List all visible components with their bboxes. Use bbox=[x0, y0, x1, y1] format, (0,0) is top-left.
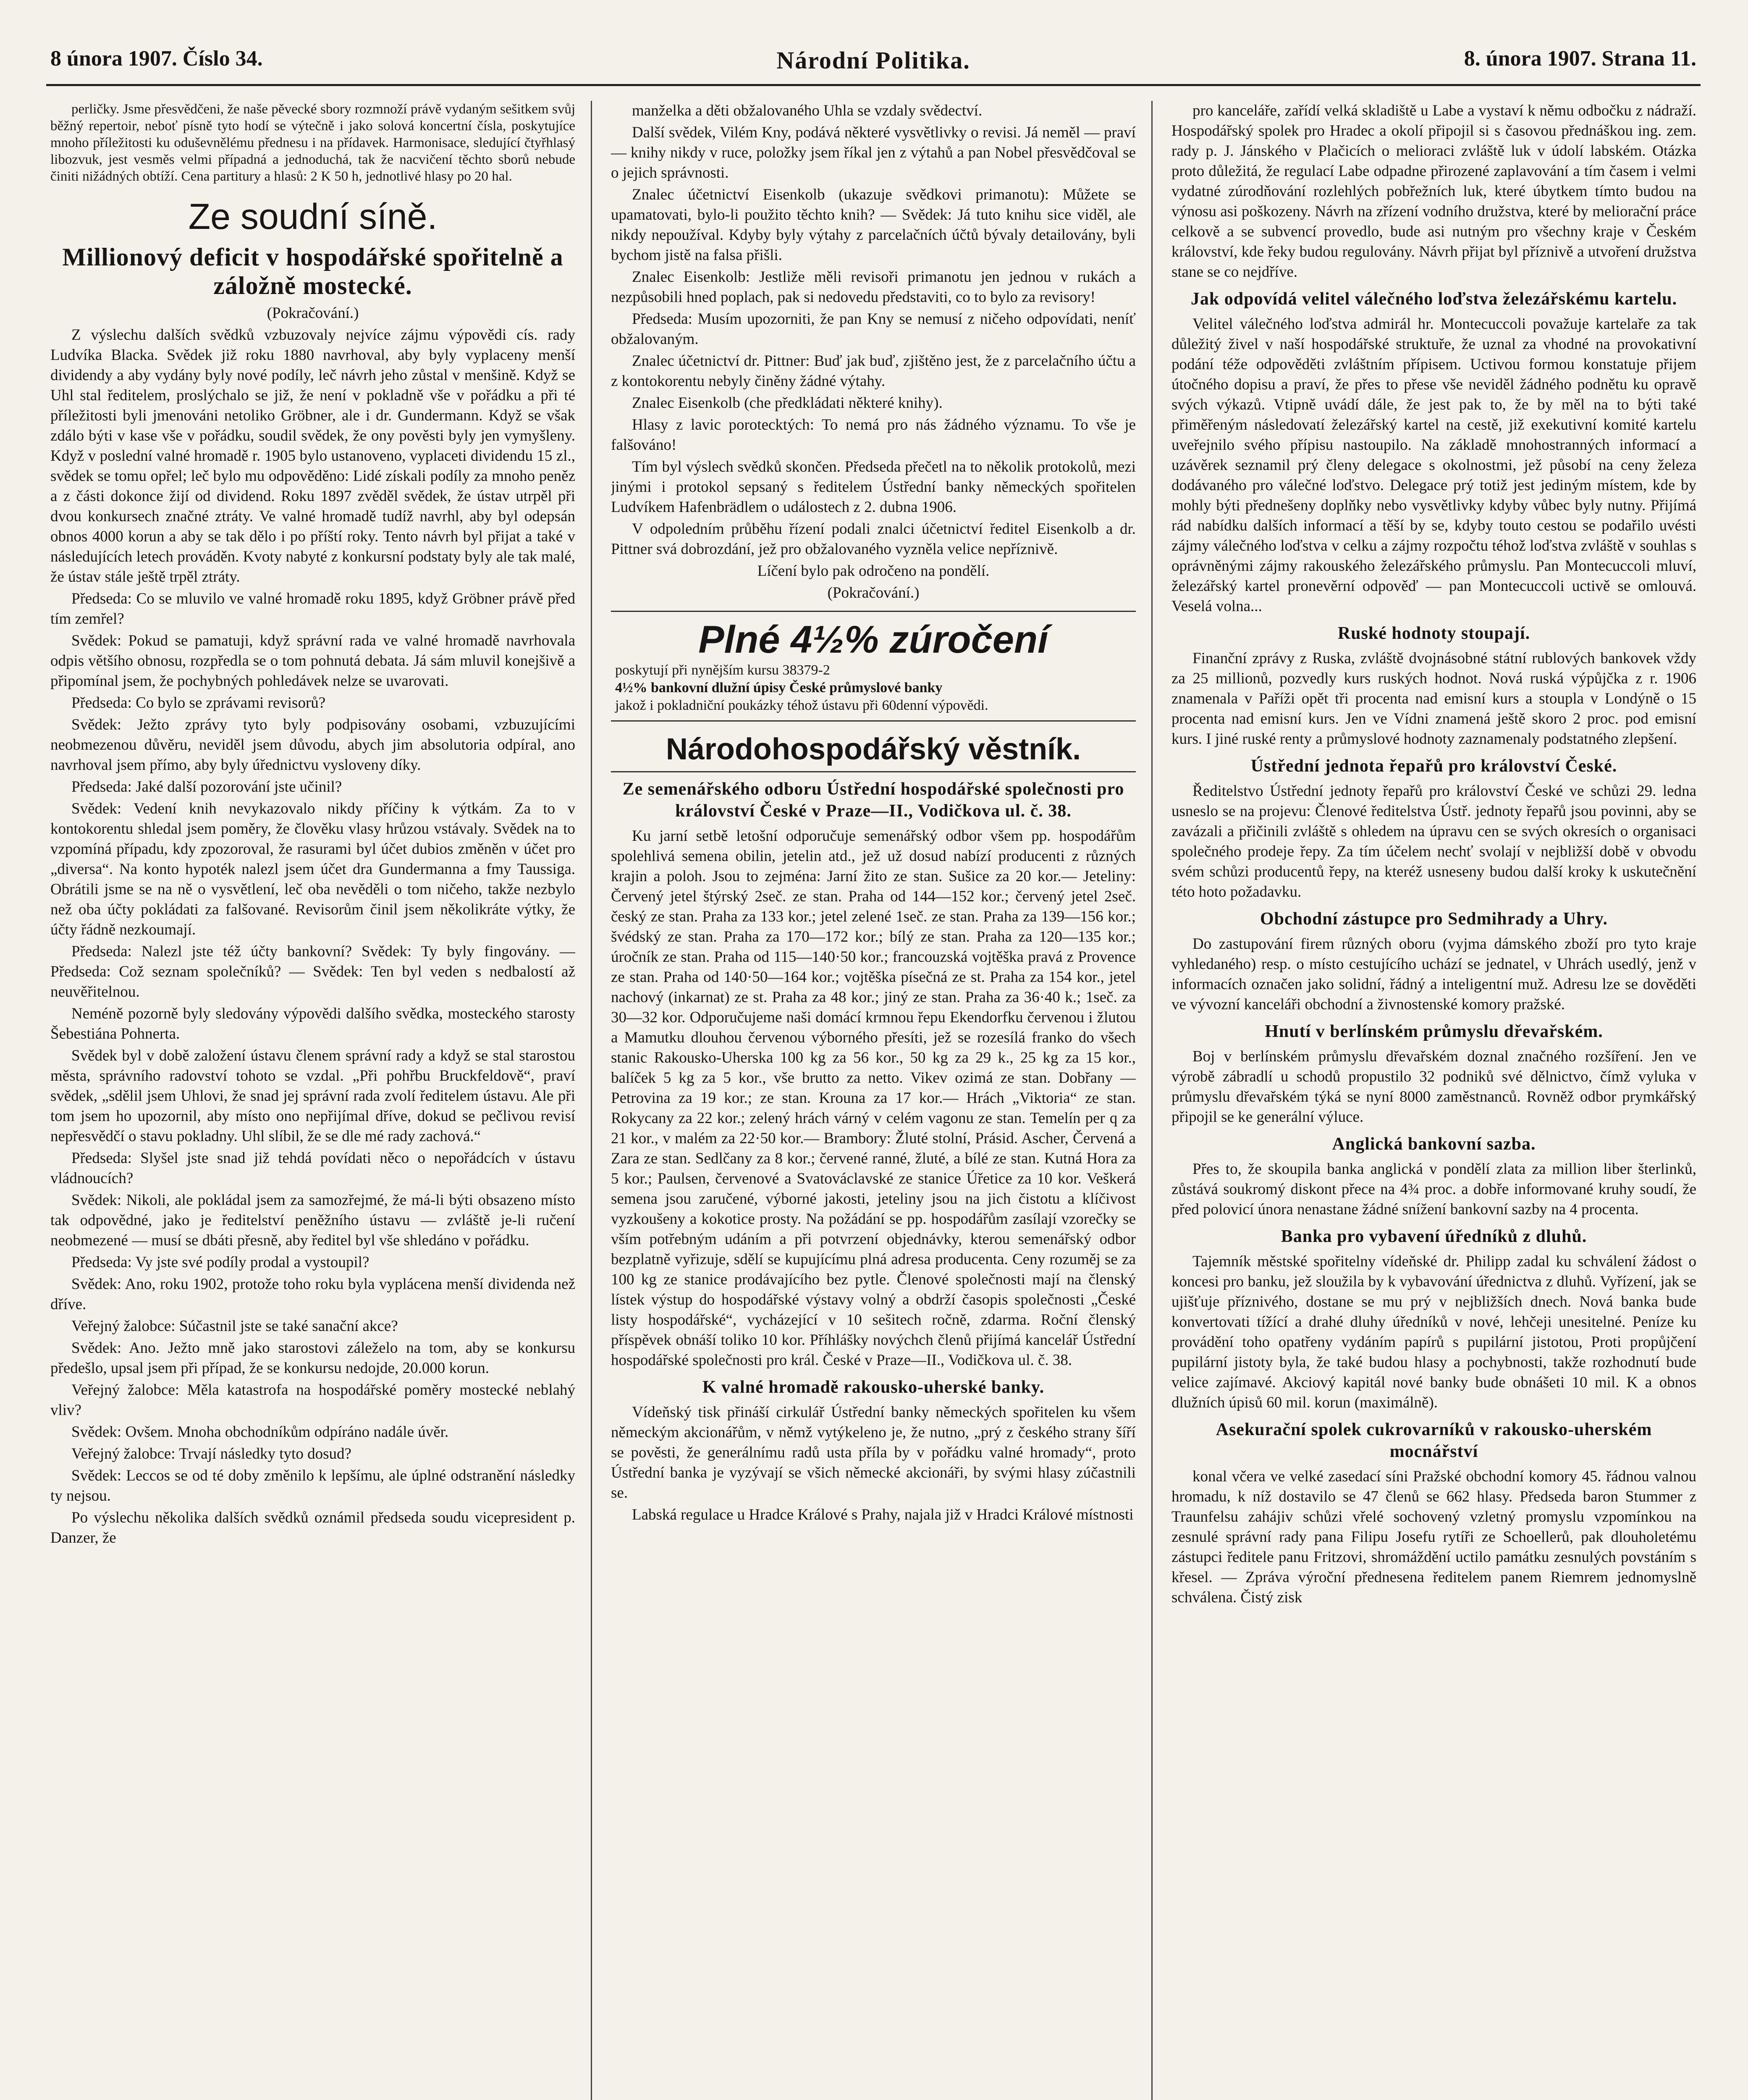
music-review-ending: perličky. Jsme přesvědčeni, že naše pěvecké sbory rozmnoží právě vydaným sešitkem svůj běžný repertoir, neboť písně tyto hodí se výtečně i jako solová koncertní čísla, poskytujíce mnoho příležitosti ku oduševnělému přednesu i na přídavek. Harmonisace, sledující čtyřhlasý libozvuk, jest vesměs velmi případná a jednoduchá, tak že nacvičení těchto sborů nebude činiti nižádných obtíží. Cena partitury a hlasů: 2 K 50 h, jednotlivé hlasy po 20 hal. bbox=[50, 102, 575, 184]
paragraph: konal včera ve velké zasedací síni Pražské obchodní komory 45. řádnou valnou hromadu, k níž dostavilo se 47 členů se 662 hlasy. Předseda baron Stummer z Traunfelsu zahájiv schůzi vřelé sochovený vzletný promyslu vzpomínkou na zesnulé správní rady pana Filipu Josefu rytíři ze Schoellerů, pak dlouholetému zástupci ředitele panu Fritzovi, shromáždění uctilo památku zesnulých povstáním s křesel. — Zpráva výroční přednesena ředitelem panem Riemrem jednomyslně schválena. Čistý zisk bbox=[1171, 1468, 1696, 1606]
article-headline-deficit: Millionový deficit v hospodářské spořitelně a záložně mostecké. bbox=[62, 243, 563, 299]
column-2 bbox=[611, 101, 1136, 2100]
article-headline: Obchodní zástupce pro Sedmihrady a Uhry. bbox=[1260, 909, 1608, 929]
paragraph: manželka a děti obžalovaného Uhla se vzdaly svědectví. bbox=[632, 102, 983, 119]
article-headline: Hnutí v berlínském průmyslu dřevařském. bbox=[1265, 1022, 1603, 1041]
paragraph: Tím byl výslech svědků skončen. Předseda přečetl na to několik protokolů, mezi jinými i protokol sepsaný s ředitelem Ústřední banky německých spořitelen Ludvíkem Hafenbrädlem o událostech z 2. dubna 1906. bbox=[611, 458, 1136, 516]
bank-advertisement bbox=[611, 611, 1136, 722]
header-rule bbox=[46, 84, 1701, 86]
paragraph: Finanční zprávy z Ruska, zvláště dvojnásobné státní rublových bankovek vždy za 25 millionů, pozvedly kurs ruských hodnot. Nová ruská výpůjčka z r. 1906 znamenala v Paříži opět tři procenta nad emisní kurs a stoupla v Londýně o 15 procenta nad emisní kurs. Jen ve Vídni znamená ještě skoro 2 proc. pod emisní kurs. I jiné ruské renty a průmyslové hodnoty zaznamenaly podstatného zlepšení. bbox=[1171, 650, 1696, 748]
newspaper-page bbox=[46, 38, 1701, 2100]
section-heading-court: Ze soudní síně. bbox=[188, 197, 438, 237]
paragraph: Veřejný žalobce: Trvají následky tyto dosud? bbox=[71, 1445, 351, 1462]
paragraph: Svědek: Vedení knih nevykazovalo nikdy příčiny k výtkám. Za to v kontokorentu shledal jsem poměry, že člověku vlasy hrůzou vstávaly. Svědek na to vzpomíná případu, kdy zpozoroval, že rasurami byl účet dubios změněn v účet pro „diversa“. Na konto hypoték nalezl jsem účet dra Gundermanna a fmy Taussiga. Obrátili jsme se na ně o vysvětlení, leč oba nevěděli o tom ničeho, takže nezbylo než oba účty pokládati za falšované. Revisorům činil jsem několikráte výtky, že účty řádně nezkoumají. bbox=[50, 800, 575, 938]
article-headline-bank-meeting: K valné hromadě rakousko-uherské banky. bbox=[702, 1378, 1045, 1397]
paragraph: Z výslechu dalších svědků vzbuzovaly nejvíce zájmu výpovědi cís. rady Ludvíka Blacka. Svědek již roku 1880 navrhoval, aby byly vyplaceny menší dividendy a aby vydány byly nové podíly, leč návrh jeho zůstal v menšině. Když se Uhl stal ředitelem, proslýchalo se již, že není v pokladně vše v pořádku a při té příležitosti byli jmenováni netoliko Gröbner, ale i dr. Gundermann. Když se však zdálo býti v kase vše v pořádku, soudil svědek, že ony pověsti byly jen vymyšleny. Když v poslední valné hromadě r. 1905 bylo ustanoveno, vyplaceti dividendu 15 zl., svědek se tomu opřel; leč bylo mu odpověděno: Lidé získali podíly za mnoho peněz a z části dokonce žijí od dividend. Roku 1897 zvěděl svědek, že ústav utrpěl při dvou konkursech značné ztráty. Ve valné hromadě tudíž navrhl, aby byl odepsán obnos 4000 korun a aby se tak dělo i po příští roky. Tento návrh byl přijat a také v následujících letech prováděn. Kvoty nabyté z konkursní podstaty byly ale tak malé, že ústav stále ještě trpěl ztráty. bbox=[50, 326, 575, 585]
paragraph: Předseda: Nalezl jste též účty bankovní? Svědek: Ty byly fingovány. — Předseda: Což seznam společníků? — Svědek: Ten byl veden s nedbalostí až neuvěřitelnou. bbox=[50, 943, 575, 1000]
paragraph: Svědek: Ovšem. Mnoha obchodníkům odpíráno nadále úvěr. bbox=[71, 1423, 449, 1441]
paragraph: Hlasy z lavic porotecktých: To nemá pro nás žádného významu. To vše je falšováno! bbox=[611, 416, 1136, 454]
paragraph: Znalec Eisenkolb: Jestliže měli revisoři primanotu jen jednou v rukách a nezpůsobili hned poplach, pak si nedovedu představiti, co to bylo za revisory! bbox=[611, 268, 1136, 306]
paragraph: Znalec Eisenkolb (che předkládati některé knihy). bbox=[632, 394, 943, 412]
column-divider bbox=[591, 101, 592, 2100]
paragraph: Další svědek, Vilém Kny, podává některé vysvětlivky o revisi. Já neměl — praví — knihy nikdy v ruce, položky jsem říkal jen z výtahů a pan Nobel přesvědčoval se o jejich správnosti. bbox=[611, 124, 1136, 181]
continued-note: (Pokračování.) bbox=[827, 584, 920, 601]
column-1 bbox=[50, 101, 575, 2100]
paragraph: Přes to, že skoupila banka anglická v pondělí zlata za million liber šterlinků, zůstává soukromý diskont přece na 4¾ proc. a dobře informované kruhy soudí, že před polovicí února nenastane žádné snížení bankovní sazby na 4 procenta. bbox=[1171, 1160, 1696, 1218]
masthead-title: Národní Politika. bbox=[776, 47, 970, 74]
article-headline: Asekurační spolek cukrovarníků v rakousko-uherském mocnářství bbox=[1216, 1420, 1652, 1461]
paragraph: Předseda: Jaké další pozorování jste učinil? bbox=[71, 778, 342, 795]
paragraph: Boj v berlínském průmyslu dřevařském doznal značného rozšíření. Jen ve výrobě zábradlí u schodů propustilo 32 podniků své dělnictvo, čímž vyluka v průmyslu dřevařském týká se nyní 8000 zaměstnanců. Rovněž odbor prymkářský připojil se ke generální výluce. bbox=[1171, 1048, 1696, 1126]
column-divider bbox=[1151, 101, 1153, 2100]
paragraph: Znalec účetnictví dr. Pittner: Buď jak buď, zjištěno jest, že z parcelačního účtu a z kontokorentu nebyly činěny žádné výtahy. bbox=[611, 352, 1136, 390]
paragraph: Veřejný žalobce: Súčastnil jste se také sanační akce? bbox=[71, 1318, 398, 1335]
paragraph: Tajemník městské spořitelny vídeňské dr. Philipp zadal ku schválení žádost o koncesi pro banku, jež sloužila by k vybavování úřednictva z dluhů. Vyřízení, jak se ujišťuje příznivého, dostane se mu prý v nejbližších dnech. Nová banka bude konvertovati tížící a drahé dluhy úředníků v nové, lehčeji unesitelné. Peníze ku provádění toho opatřeny vydáním papírů s pupilární jistotou, Proti propůjčení pupilární jistoty byla, že také budou hlasy a pochybnosti, takže rozhodnutí bude velice zajímavé. Akciový kapitál nové banky bude obnášeti 10 mil. K a obnos dlužních úpisů 60 mil. korun (maximálně). bbox=[1171, 1253, 1696, 1411]
paragraph: Veřejný žalobce: Měla katastrofa na hospodářské poměry mostecké neblahý vliv? bbox=[50, 1381, 575, 1419]
article-headline: Ústřední jednota řepařů pro království České. bbox=[1250, 756, 1617, 776]
paragraph: Svědek: Nikoli, ale pokládal jsem za samozřejmé, že má-li býti obsazeno místo tak odpovědné, jako je ředitelství peněžního ústavu — zvláště je-li ručení neobmezené — musí se dbáti přesně, aby ředitel byl vše shledáno v pořádku. bbox=[50, 1192, 575, 1249]
paragraph: Svědek byl v době založení ústavu členem správní rady a když se stal starostou města, správního radovství tohoto se vzdal. „Při pohřbu Bruckfeldově“, praví svědek, „sdělil jsem Uhlovi, že snad jej správní rada zvolí ředitelem ústavu. Ale při tom jsem ho upozornil, aby místo ono nepřijímal dříve, dokud se pečlivou revisí nepřesvědčí o stavu pokladny. Uhl slíbil, že se dle mé rady zachová.“ bbox=[50, 1047, 575, 1145]
article-headline: Banka pro vybavení úředníků z dluhů. bbox=[1281, 1227, 1587, 1246]
paragraph: Velitel válečného loďstva admirál hr. Montecuccoli považuje kartelaře za tak důležitý živel v naší hospodářské struktuře, že uznal za vhodné na provokativní podání téže odpověděti zvláštním přípisem. Uctivou formou konstatuje přijem útočného dopisu a praví, že přes to přese vše neviděl žádného podnětu ku opravě svých výkazů. Vtipně uvádí dále, že jest pak to, že by měl na to býti také přiměřeným následovatí železářský kartel na cestě, již exekutivní komité kartelu uveřejnilo svého přípisu nastoupilo. Na základě mnohostranných informací a uzávěrek seznamil prý členy delegace s okolnostmi, jež působí na ceny železa dodávaného pro válečné loďstvo. Delegace prý totiž jest jediným místem, kde by mohly býti přednešeny doplňky nebo vysvětlivky kdyby vůbec byly nutny. Přijímá rád nabídku dalších informací a těší by se, kdyby touto cestou se podařilo uvésti zájmy válečného loďstva v celku a zájmy rozpočtu téhož loďstva zvláště v souhlas s oprávněnými zájmy rakouského železářského průmyslu. Pan Montecuccoli mluví, železářský kartel pronevěrní odpověď — pan Montecuccoli uctivě se omlouvá. Veselá volna... bbox=[1171, 315, 1696, 615]
paragraph: Znalec účetnictví Eisenkolb (ukazuje svědkovi primanotu): Můžete se upamatovati, bylo-li použito těchto knih? — Svědek: Já tuto knihu sice viděl, ale nikdy nepoužíval. Kdyby byly výtahy z parcelačních účtů bývaly detailovány, byli bychom jistě na falsa přišli. bbox=[611, 186, 1136, 264]
header-date-issue: 8 února 1907. Číslo 34. bbox=[50, 47, 263, 71]
ad-line: 4½% bankovní dlužní úpisy České průmyslové banky bbox=[615, 680, 943, 696]
paragraph: Svědek: Ježto zprávy tyto byly podpisovány osobami, vzbuzujícími neobmezenou důvěru, neviděl jsem důvodu, abych jim absolutoria odpíral, ano navrhoval jsem přímo, aby byly úřednictvu vysloveny díky. bbox=[50, 716, 575, 774]
paragraph: Předseda: Co bylo se zprávami revisorů? bbox=[71, 694, 326, 711]
adjourned-note: Líčení bylo pak odročeno na pondělí. bbox=[757, 562, 990, 580]
paragraph: Svědek: Ano, roku 1902, protože toho roku byla vyplácena menší dividenda než dříve. bbox=[50, 1276, 575, 1313]
ad-line: jakož i pokladniční poukázky téhož ústavu při 60denní výpovědi. bbox=[615, 698, 988, 713]
article-headline: Ruské hodnoty stoupají. bbox=[1337, 624, 1530, 643]
paragraph: Do zastupování firem různých oboru (vyjma dámského zboží pro tyto kraje vyhledaného) resp. o místo cestujícího uchází se jednatel, v Uhrách usedlý, jenž v informacích označen jako solidní, řádný a inteligentní muž. Adresu lze se dověděti ve vývozní kanceláři obchodní a živnostenské komory pražské. bbox=[1171, 935, 1696, 1013]
paragraph: Předseda: Vy jste své podíly prodal a vystoupil? bbox=[71, 1254, 370, 1271]
paragraph: Předseda: Musím upozorniti, že pan Kny se nemusí z ničeho odpovídati, neníť obžalovaným. bbox=[611, 310, 1136, 348]
page-header bbox=[46, 38, 1701, 101]
ad-line: poskytují při nynějším kursu 38379-2 bbox=[615, 662, 830, 678]
paragraph: Svědek: Pokud se pamatuji, když správní rada ve valné hromadě navrhovala odpis většího obnosu, rozpředla se o tom pohnutá debata. Já sám mluvil konejšivě a připomínal jsem, že pochybných pohledávek nelze se uvarovati. bbox=[50, 632, 575, 690]
article-headline-seeds: Ze semenářského odboru Ústřední hospodářské společnosti pro království České v Praze—II., Vodičkova ul. č. 38. bbox=[622, 780, 1124, 821]
article-headline: Anglická bankovní sazba. bbox=[1332, 1134, 1536, 1154]
paragraph: Ku jarní setbě letošní odporučuje semenářský odbor všem pp. hospodářům spolehlivá semena obilin, jetelin atd., jež už dosud nabízí producenti z různých krajin a poloh. Jsou to zejména: Jarní žito ze stan. Sušice za 20 kor.— Jeteliny: Červený jetel štýrský 2seč. ze stan. Praha od 144—152 kor.; červený jetel 2seč. český ze stan. Praha za 133 kor.; jetel zelené 1seč. ze stan. Praha za 139—156 kor.; švédský ze stan. Praha za 170—172 kor.; bílý ze stan. Praha za 120—135 kor.; úročník ze stan. Praha od 115—140·50 kor.; francouzská vojtěška pravá z Provence ze stan. Praha od 140·50—164 kor.; vojtěška písečná ze st. Praha za 154 kor., jetel nachový (inkarnat) ze st. Praha za 48 kor.; jiný ze stan. Praha za 36·40 k.; 1seč. za 30—32 kor. Odporučujeme naši domácí krmnou řepu Ekendorfku červenou i žlutou a Mamutku dlouhou červenou výborného přesíti, jež se rozesílá franko do všech stanic Rakousko-Uherska 100 kg za 56 kor., 50 kg za 29 k., 25 kg za 15 kor., balíček 5 kg za 5 kor., vše brutto za netto. Vikev ozimá ze stan. Dobřany — Petrovina za 19 kor.; ze stan. Krouna za 17 kor.— Hrách „Viktoria“ ze stan. Rokycany za 22 kor.; zelený hrách várný v celém vagonu ze stan. Temelín per q za 21 kor., v malém za 22·50 kor.— Brambory: Žluté stolní, Prásid. Ascher, Červená a Zara ze stan. Sedlčany za 8 kor.; červené ranné, žluté, a bílé ze stan. Kutná Hora za 5 kor.; Paulsen, červenové a Svatováclavské ze stanice Úřetice za 10 kor. Veškerá semena jsou zaručené, výborné jakosti, jeteliny jsou na jich čistotu a klíčivost vyzkoušeny a kokotice prosty. Na požádání se pp. hospodářům zasílají vzorečky se vším potřebným udáním a při potvrzení objednávky, kterou semenářský odbor bezplatně vyřizuje, sdělí se kupujícímu plná adresa producenta. Ceny rozuměj se za 100 kg ze stanice prodávajícího bez pytle. Členové společnosti mají na členský lístek výstup do hospodářské výstavy volný a obdrží časopis společnosti „České listy hospodářské“, vycházející v 10 sešitech ročně, zdarma. Roční členský příspěvek obnáší toliko 10 kor. Příhlášky novýchch členů přijímá kancelář Ústřední hospodářské společnosti pro král. České v Praze—II., Vodičkova ul. č. 38. bbox=[611, 827, 1136, 1369]
paragraph: Svědek: Leccos se od té doby změnilo k lepšímu, ale úplné odstranění následky ty nejsou. bbox=[50, 1467, 575, 1504]
section-heading-economy: Národohospodářský věstník. bbox=[611, 732, 1136, 772]
paragraph: Ředitelstvo Ústřední jednoty řepařů pro království České ve schůzi 29. ledna usneslo se na projevu: Členové ředitelstva Ústř. jednoty řepařů jsou povinni, aby se zavázali a přičinili zvláště s ohledem na úpravu cen se svých okresích o organisaci společného prodeje řepy. Za tím účelem nechť svolají v nejbližší době v obvodu svém schůzi producentů řepy, na kteréž usneseny budou další kroky k uskutečnění této hoto požadavku. bbox=[1171, 782, 1696, 900]
paragraph: Předseda: Slyšel jste snad již tehdá povídati něco o nepořádcích v ústavu vládnoucích? bbox=[50, 1150, 575, 1187]
paragraph: V odpoledním průběhu řízení podali znalci účetnictví ředitel Eisenkolb a dr. Pittner svá dobrozdání, jež pro obžalovaného vyzněla velice nepříznivě. bbox=[611, 520, 1136, 558]
ad-headline: Plné 4½% zúročení bbox=[698, 618, 1048, 661]
paragraph: pro kanceláře, zařídí velká skladiště u Labe a vystaví k němu odbočku z nádraží. Hospodářský spolek pro Hradec a okolí připojil si s časovou přednáškou ing. zem. rady p. J. Jánského v Plačicích o melioraci zvláště luk v údolí labském. Otázka proto důležitá, že regulací Labe odpadne přirozené zaplavování a tím časem i velmi vydatné zúrodňování rozlehlých pobřežních luk, které úbytkem tímto budou na výnosu asi poškozeny. Návrh na zřízení vodního družstva, které by meliorační práce celkově a se subvencí provedlo, bude asi nutným pro všechny kraje v Českém království, kde řeky budou regulovány. Návrh přijat byl příznivě a utvoření družstva stane se co nejdříve. bbox=[1171, 102, 1696, 281]
paragraph: Neméně pozorně byly sledovány výpovědi dalšího svědka, mosteckého starosty Šebestiána Pohnerta. bbox=[50, 1005, 575, 1042]
paragraph: Po výslechu několika dalších svědků oznámil předseda soudu vicepresident p. Danzer, že bbox=[50, 1509, 575, 1546]
paragraph: Svědek: Ano. Ježto mně jako starostovi záleželo na tom, aby se konkursu předešlo, upsal jsem při případ, že se konkursu nedojde, 20.000 korun. bbox=[50, 1339, 575, 1377]
paragraph: Vídeňský tisk přináší cirkulář Ústřední banky německých spořitelen ku všem německým akcionářům, v němž vytýkeleno je, že nutno, „prý z českého strany šíří se pověsti, že generálnímu radů usta příla by v pořádku valné hromady“, proto Ústřední banka je vyzývají se všich německé akcionáři, by svými hlasy zúčastnili se. bbox=[611, 1404, 1136, 1502]
article-headline: Jak odpovídá velitel válečného loďstva železářskému kartelu. bbox=[1190, 289, 1677, 309]
column-3 bbox=[1171, 101, 1696, 2100]
header-date-page: 8. února 1907. Strana 11. bbox=[1464, 47, 1696, 71]
paragraph: Labská regulace u Hradce Králové s Prahy, najala již v Hradci Králové místnosti bbox=[632, 1506, 1134, 1523]
paragraph: Předseda: Co se mluvilo ve valné hromadě roku 1895, když Gröbner právě před tím zemřel? bbox=[50, 590, 575, 627]
continued-note: (Pokračování.) bbox=[267, 304, 359, 322]
